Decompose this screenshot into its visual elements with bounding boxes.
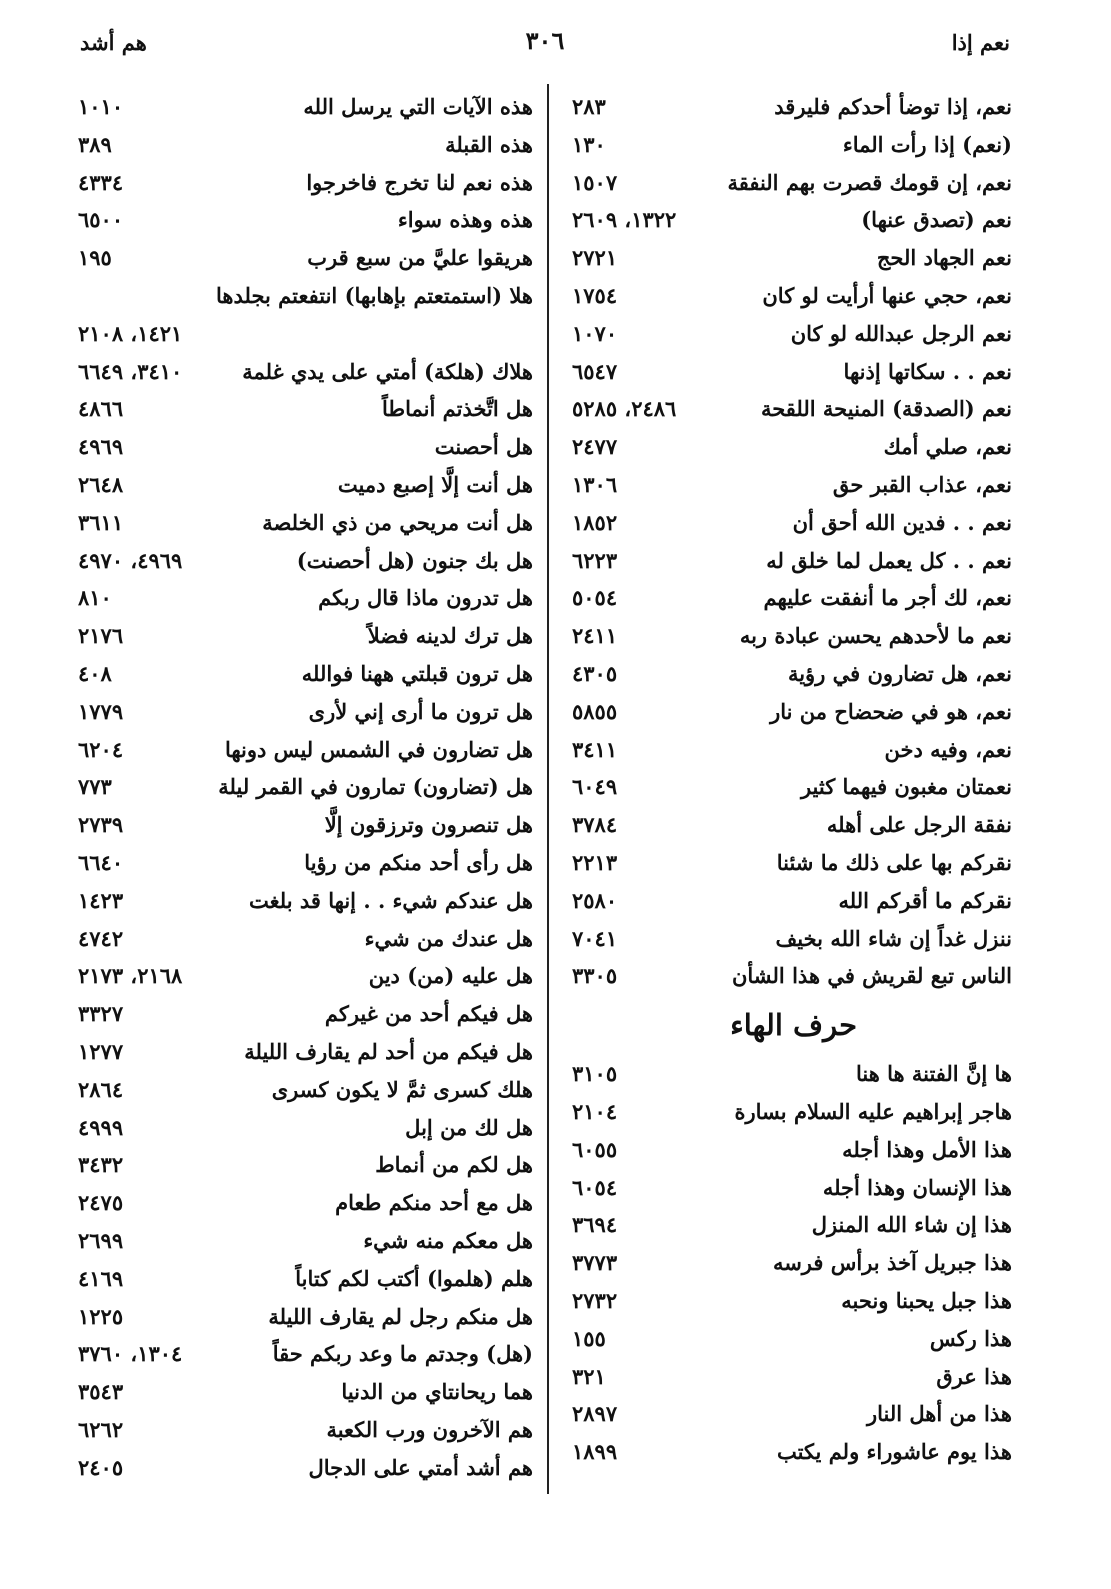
index-entry: [78, 88, 533, 126]
entry-reference-number: ٢١٦٨، ٢١٧٣: [78, 963, 183, 989]
entry-text: نعم، لك أجر ما أنفقت عليهم: [763, 585, 1012, 611]
entry-reference-number: ١٢٧٧: [78, 1038, 124, 1064]
index-entry: [572, 1358, 1012, 1396]
entry-reference-number: ٦٢٦٢: [78, 1416, 124, 1442]
index-entry: [572, 768, 1012, 806]
entry-text: هل لكم من أنماط: [375, 1152, 533, 1178]
entry-text: هل منكم رجل لم يقارف الليلة: [268, 1303, 533, 1329]
entry-text: هذا جبريل آخذ برأس فرسه: [772, 1250, 1012, 1276]
index-entry: [78, 1184, 533, 1222]
entry-text: (نعم) إذا رأت الماء: [842, 131, 1012, 157]
entry-text: هذه القبلة: [445, 131, 533, 157]
entry-reference-number: ٦٦٤٠: [78, 849, 124, 875]
entry-text: نعم (تصدق عنها): [861, 207, 1012, 233]
entry-reference-number: ١٣٠٦: [572, 471, 618, 497]
index-entry: [78, 731, 533, 769]
header-right-keyword: نعم إذا: [951, 30, 1010, 55]
entry-text: نعم الرجل عبدالله لو كان: [790, 320, 1012, 346]
index-entry: [78, 920, 533, 958]
entry-text: هل ترون ما أرى إني لأرى: [308, 698, 533, 724]
entry-reference-number: ٢٧٣٩: [78, 812, 124, 838]
index-entry: [572, 1244, 1012, 1282]
entry-text: هل تضارون في الشمس ليس دونها: [224, 736, 533, 762]
entry-text: هذا عرق: [936, 1363, 1012, 1389]
entry-reference-number: ١٨٩٩: [572, 1439, 618, 1465]
entry-text: نعم، عذاب القبر حق: [832, 471, 1012, 497]
entry-reference-number: ٣٤١٠، ٦٦٤٩: [78, 358, 183, 384]
entry-reference-number: ١٥٥: [572, 1325, 606, 1351]
index-entry: [572, 920, 1012, 958]
index-entry: [78, 768, 533, 806]
entry-text: هذه نعم لنا تخرج فاخرجوا: [306, 169, 533, 195]
index-entry: [572, 353, 1012, 391]
entry-reference-number: ٢٢١٣: [572, 849, 618, 875]
entry-reference-number: ٣٥٤٣: [78, 1379, 124, 1405]
index-entry: [78, 277, 533, 315]
index-entry: [78, 1222, 533, 1260]
index-entry: [572, 315, 1012, 353]
page-number: ٣٠٦: [525, 26, 565, 55]
index-entry: [78, 428, 533, 466]
index-entry: [78, 466, 533, 504]
index-entry: [78, 1033, 533, 1071]
entry-reference-number: ١٤٢١، ٢١٠٨: [78, 320, 183, 346]
entry-text: هم أشد أمتي على الدجال: [308, 1454, 533, 1480]
entry-text: هل عليه (من) دين: [368, 963, 533, 989]
header-left-keyword: هم أشد: [80, 30, 147, 55]
entry-reference-number: ٤٣٣٤: [78, 169, 124, 195]
entry-text: (هل) وجدتم ما وعد ربكم حقاً: [272, 1341, 533, 1367]
entry-reference-number: ٣٧٨٤: [572, 812, 618, 838]
entry-text: نعم، إذا توضأ أحدكم فليرقد: [774, 94, 1012, 119]
index-entry: [572, 1093, 1012, 1131]
entry-text: هل (تضارون) تمارون في القمر ليلة: [218, 774, 533, 800]
index-entry: [572, 617, 1012, 655]
left-column: [78, 88, 533, 1486]
entry-text: هل بك جنون (هل أحصنت): [296, 547, 533, 573]
entry-reference-number: ٣٨٩: [78, 131, 112, 157]
entry-text: هل فيكم أحد من غيركم: [324, 1001, 533, 1027]
entry-reference-number: ٣٢١: [572, 1363, 606, 1389]
index-entry: [78, 239, 533, 277]
entry-text: نعم (الصدقة) المنيحة اللقحة: [760, 396, 1012, 422]
index-entry: [572, 504, 1012, 542]
index-entry: [572, 731, 1012, 769]
entry-reference-number: ٢١٠٤: [572, 1098, 618, 1124]
entry-text: هل تنصرون وترزقون إلَّا: [324, 812, 533, 838]
entry-reference-number: ٦٠٥٥: [572, 1136, 618, 1162]
entry-text: الناس تبع لقريش في هذا الشأن: [731, 963, 1012, 989]
entry-reference-number: ٢٤١١: [572, 623, 618, 649]
entry-reference-number: ٧٧٣: [78, 774, 112, 800]
index-entry: [78, 126, 533, 164]
index-entry: [78, 1373, 533, 1411]
entry-reference-number: ٤٧٤٢: [78, 925, 124, 951]
entry-reference-number: ٤١٦٩: [78, 1265, 124, 1291]
index-entry: [78, 1146, 533, 1184]
page-header: [80, 26, 1010, 60]
entry-text: نعمتان مغبون فيهما كثير: [800, 774, 1012, 800]
entry-reference-number: ٢٤٧٥: [78, 1190, 124, 1216]
index-entry: [78, 995, 533, 1033]
entry-reference-number: ٢١٧٦: [78, 623, 124, 649]
index-entry: [78, 693, 533, 731]
entry-reference-number: ٢٤٧٧: [572, 434, 618, 460]
index-entry: [78, 806, 533, 844]
index-entry: [78, 315, 533, 353]
index-entry: [572, 882, 1012, 920]
entry-reference-number: ١٣٠٤، ٣٧٦٠: [78, 1341, 183, 1367]
entry-text: هل أنت مريحي من ذي الخلصة: [262, 509, 533, 535]
entry-text: نعم، هو في ضحضاح من نار: [770, 698, 1012, 724]
entry-text: هل معكم منه شيء: [363, 1227, 533, 1253]
entry-reference-number: ٤٩٦٩، ٤٩٧٠: [78, 547, 183, 573]
entry-text: هلاك (هلكة) أمتي على يدي غلمة: [242, 358, 533, 384]
entry-reference-number: ٤٠٨: [78, 660, 112, 686]
entry-reference-number: ٣٤٣٢: [78, 1152, 124, 1178]
index-entry: [572, 693, 1012, 731]
index-entry: [572, 1055, 1012, 1093]
entry-text: نقركم بها على ذلك ما شئنا: [776, 849, 1012, 875]
entry-text: نعم، إن قومك قصرت بهم النفقة: [727, 169, 1012, 195]
entry-text: هل رأى أحد منكم من رؤيا: [304, 849, 533, 875]
index-entry: [78, 353, 533, 391]
entry-text: هل تدرون ماذا قال ربكم: [318, 585, 533, 611]
entry-reference-number: ١٢٢٥: [78, 1303, 124, 1329]
entry-reference-number: ١٧٧٩: [78, 698, 124, 724]
entry-reference-number: ٢٧٢١: [572, 245, 618, 271]
entry-reference-number: ٢٧٣٢: [572, 1287, 618, 1313]
index-entry: [78, 504, 533, 542]
index-entry: [572, 579, 1012, 617]
index-entry: [78, 1335, 533, 1373]
entry-text: نعم الجهاد الحج: [876, 245, 1012, 271]
entry-text: هذا إن شاء الله المنزل: [811, 1212, 1012, 1238]
index-entry: [572, 390, 1012, 428]
entry-text: هاجر إبراهيم عليه السلام بسارة: [734, 1098, 1012, 1124]
index-entry: [78, 1109, 533, 1147]
entry-text: نفقة الرجل على أهله: [826, 812, 1012, 838]
index-entry: [78, 579, 533, 617]
entry-reference-number: ٢٨٣: [572, 94, 606, 119]
entry-text: هذا جبل يحبنا ونحبه: [841, 1287, 1012, 1313]
index-entry: [572, 428, 1012, 466]
entry-reference-number: ٦٥٤٧: [572, 358, 618, 384]
section-title: حرف الهاء: [730, 1008, 857, 1043]
entry-reference-number: ١٥٠٧: [572, 169, 618, 195]
entry-reference-number: ٢٤٠٥: [78, 1454, 124, 1480]
entry-text: هذا ركس: [929, 1325, 1012, 1351]
index-entry: [572, 806, 1012, 844]
entry-text: نعم . . فدين الله أحق أن: [792, 509, 1012, 535]
index-entry: [78, 390, 533, 428]
index-entry: [78, 844, 533, 882]
index-entry: [572, 1395, 1012, 1433]
entry-reference-number: ٦٥٠٠: [78, 207, 124, 233]
index-entry: [572, 1206, 1012, 1244]
index-entry: [572, 1282, 1012, 1320]
index-entry: [78, 882, 533, 920]
entry-reference-number: ١٣٢٢، ٢٦٠٩: [572, 207, 677, 233]
entry-reference-number: ١٧٥٤: [572, 282, 618, 308]
entry-text: هل عندك من شيء: [364, 925, 533, 951]
entry-text: هلك كسرى ثمَّ لا يكون كسرى: [271, 1076, 533, 1102]
index-entry: [78, 957, 533, 995]
index-entry: [78, 1298, 533, 1336]
index-entry: [572, 239, 1012, 277]
index-entry: [572, 88, 1012, 126]
entry-text: نعم، صلي أمك: [883, 434, 1012, 460]
entry-reference-number: ١٠٧٠: [572, 320, 618, 346]
index-entry: [572, 655, 1012, 693]
index-entry: [572, 1131, 1012, 1169]
index-entry: [572, 466, 1012, 504]
index-entry: [572, 1433, 1012, 1471]
index-entry: [572, 1320, 1012, 1358]
entry-text: نقركم ما أقركم الله: [838, 887, 1012, 913]
entry-text: هل لك من إبل: [405, 1114, 533, 1140]
entry-reference-number: ٣٦٩٤: [572, 1212, 618, 1238]
entry-text: هل ترك لدينه فضلاً: [367, 623, 533, 649]
entry-reference-number: ٤٣٠٥: [572, 660, 618, 686]
entry-reference-number: ٤٨٦٦: [78, 396, 124, 422]
index-entry: [572, 957, 1012, 995]
entry-reference-number: ١٣٠: [572, 131, 606, 157]
entry-text: هلا (استمتعتم بإهابها) انتفعتم بجلدها: [216, 282, 533, 308]
entry-reference-number: ٢٨٩٧: [572, 1401, 618, 1427]
entry-reference-number: ٦٢٢٣: [572, 547, 618, 573]
entry-reference-number: ٧٠٤١: [572, 925, 618, 951]
entry-reference-number: ٣١٠٥: [572, 1061, 618, 1087]
index-entry: [78, 1071, 533, 1109]
index-entry: [78, 655, 533, 693]
index-entry: [572, 277, 1012, 315]
entry-reference-number: ٣٦١١: [78, 509, 124, 535]
entry-text: هل مع أحد منكم طعام: [335, 1190, 533, 1216]
index-entry: [78, 1260, 533, 1298]
entry-text: نعم، وفيه دخن: [884, 736, 1012, 762]
entry-text: ها إنَّ الفتنة ها هنا: [855, 1061, 1012, 1087]
entry-text: نعم، حجي عنها أرأيت لو كان: [762, 282, 1012, 308]
entry-text: هما ريحانتاي من الدنيا: [341, 1379, 533, 1405]
entry-text: هل عندكم شيء . . إنها قد بلغت: [249, 887, 533, 913]
entry-reference-number: ٢٨٦٤: [78, 1076, 124, 1102]
right-column: [572, 88, 1012, 1471]
index-entry: [78, 1411, 533, 1449]
entry-reference-number: ٤٩٦٩: [78, 434, 124, 460]
index-entry: [572, 1169, 1012, 1207]
entry-text: نعم . . سكاتها إذنها: [843, 358, 1012, 384]
index-entry: [78, 1449, 533, 1487]
entry-reference-number: ٨١٠: [78, 585, 112, 611]
entry-reference-number: ٢٤٨٦، ٥٢٨٥: [572, 396, 677, 422]
entry-text: هذا يوم عاشوراء ولم يكتب: [776, 1439, 1012, 1465]
entry-text: هل أنت إلَّا إصبع دميت: [337, 471, 533, 497]
entry-reference-number: ١٩٥: [78, 245, 112, 271]
entry-reference-number: ٣٧٧٣: [572, 1250, 618, 1276]
index-entry: [78, 164, 533, 202]
entry-text: هل اتَّخذتم أنماطاً: [381, 396, 533, 422]
entry-text: ننزل غداً إن شاء الله بخيف: [775, 925, 1012, 951]
entry-reference-number: ١٠١٠: [78, 94, 124, 119]
entry-text: نعم، هل تضارون في رؤية: [787, 660, 1012, 686]
index-entry: [78, 617, 533, 655]
entry-text: هل فيكم من أحد لم يقارف الليلة: [244, 1038, 533, 1064]
entry-reference-number: ٥٨٥٥: [572, 698, 618, 724]
entry-reference-number: ٢٦٩٩: [78, 1227, 124, 1253]
index-entry: [572, 844, 1012, 882]
index-entry: [572, 164, 1012, 202]
entry-reference-number: ٣٣٠٥: [572, 963, 618, 989]
entry-text: هل أحصنت: [434, 434, 533, 460]
entry-reference-number: ٣٣٢٧: [78, 1001, 124, 1027]
entry-text: هلم (هلموا) أكتب لكم كتاباً: [295, 1265, 533, 1291]
column-divider: [547, 84, 549, 1494]
entry-text: هذا الأمل وهذا أجله: [842, 1136, 1012, 1162]
entry-reference-number: ٦٠٥٤: [572, 1174, 618, 1200]
entry-text: هريقوا عليَّ من سبع قرب: [307, 245, 533, 271]
entry-reference-number: ١٨٥٢: [572, 509, 618, 535]
entry-text: هم الآخرون ورب الكعبة: [326, 1416, 533, 1442]
entry-reference-number: ٢٦٤٨: [78, 471, 124, 497]
entry-text: نعم ما لأحدهم يحسن عبادة ربه: [739, 623, 1012, 649]
index-entry: [78, 201, 533, 239]
entry-reference-number: ٦٢٠٤: [78, 736, 124, 762]
index-entry: [572, 201, 1012, 239]
entry-text: هذه وهذه سواء: [397, 207, 533, 233]
entry-text: هل ترون قبلتي ههنا فوالله: [301, 660, 533, 686]
entry-reference-number: ٦٠٤٩: [572, 774, 618, 800]
entry-text: هذه الآيات التي يرسل الله: [303, 94, 533, 119]
entry-reference-number: ٢٥٨٠: [572, 887, 618, 913]
entry-reference-number: ٣٤١١: [572, 736, 618, 762]
entry-reference-number: ١٤٢٣: [78, 887, 124, 913]
entry-reference-number: ٥٠٥٤: [572, 585, 618, 611]
entry-text: هذا الإنسان وهذا أجله: [822, 1174, 1012, 1200]
index-entry: [572, 126, 1012, 164]
index-entry: [572, 542, 1012, 580]
entry-text: هذا من أهل النار: [866, 1401, 1012, 1427]
entry-text: نعم . . كل يعمل لما خلق له: [766, 547, 1012, 573]
index-entry: [78, 542, 533, 580]
entry-reference-number: ٤٩٩٩: [78, 1114, 124, 1140]
